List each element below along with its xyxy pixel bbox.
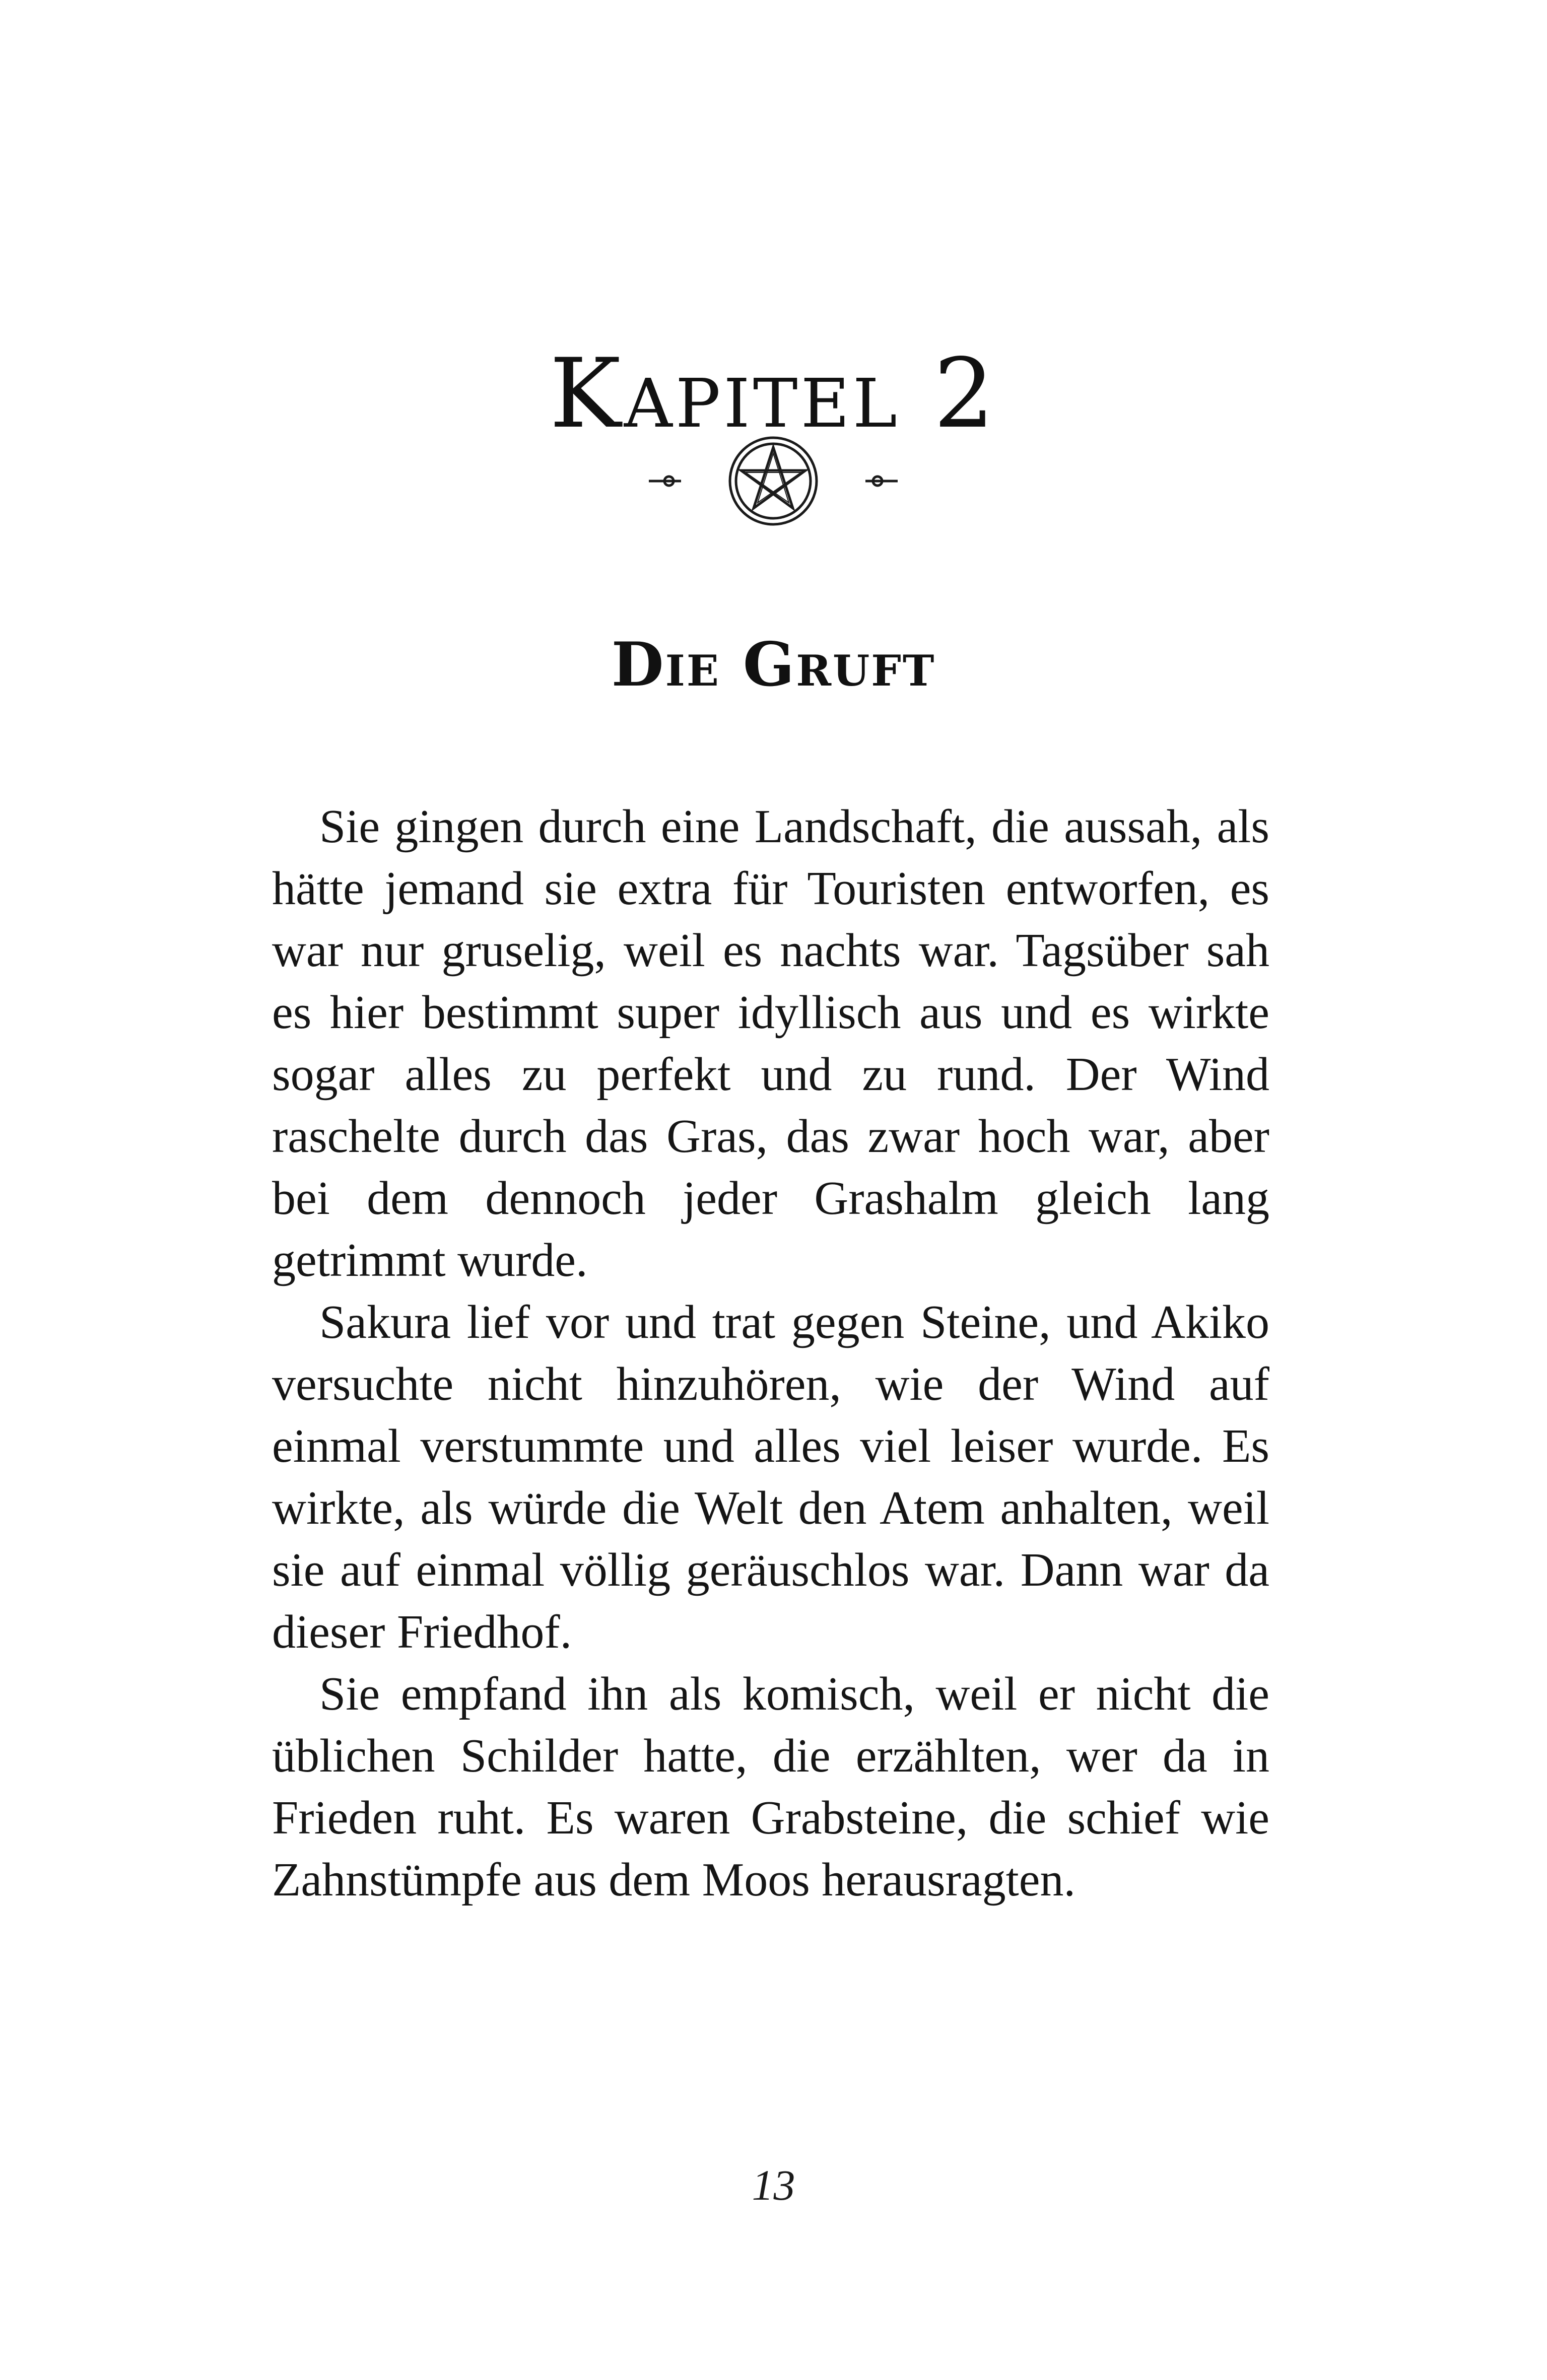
- paragraph: Sakura lief vor und trat gegen Steine, und Akiko versuchte nicht hinzuhören, wie der Wind auf einmal verstummte und alles viel leiser wurde. Es wirkte, als würde die Welt den Atem anhalten, weil sie auf einmal völlig geräuschlos war. Dann war da dieser Friedhof.: [272, 1296, 1269, 1658]
- chapter-subtitle: Die Gruft: [611, 629, 936, 700]
- chapter-body: [272, 796, 1269, 1911]
- paragraph: Sie gingen durch eine Landschaft, die aussah, als hätte jemand sie extra für Touristen entworfen, es war nur gruselig, weil es nachts war. Tagsüber sah es hier bestimmt super idyllisch aus und es wirkte sogar alles zu perfekt und zu rund. Der Wind raschelte durch das Gras, das zwar hoch war, aber bei dem dennoch jeder Grashalm gleich lang getrimmt wurde.: [272, 800, 1269, 1286]
- paragraph: Sie empfand ihn als komisch, weil er nicht die üblichen Schilder hatte, die erzählten, wer da in Frieden ruht. Es waren Grabsteine, die schief wie Zahnstümpfe aus dem Moos herausragten.: [272, 1668, 1269, 1906]
- triple-moon-pentacle-icon: [645, 428, 902, 534]
- page-number: 13: [752, 2161, 795, 2209]
- chapter-title: Kapitel 2: [549, 338, 998, 450]
